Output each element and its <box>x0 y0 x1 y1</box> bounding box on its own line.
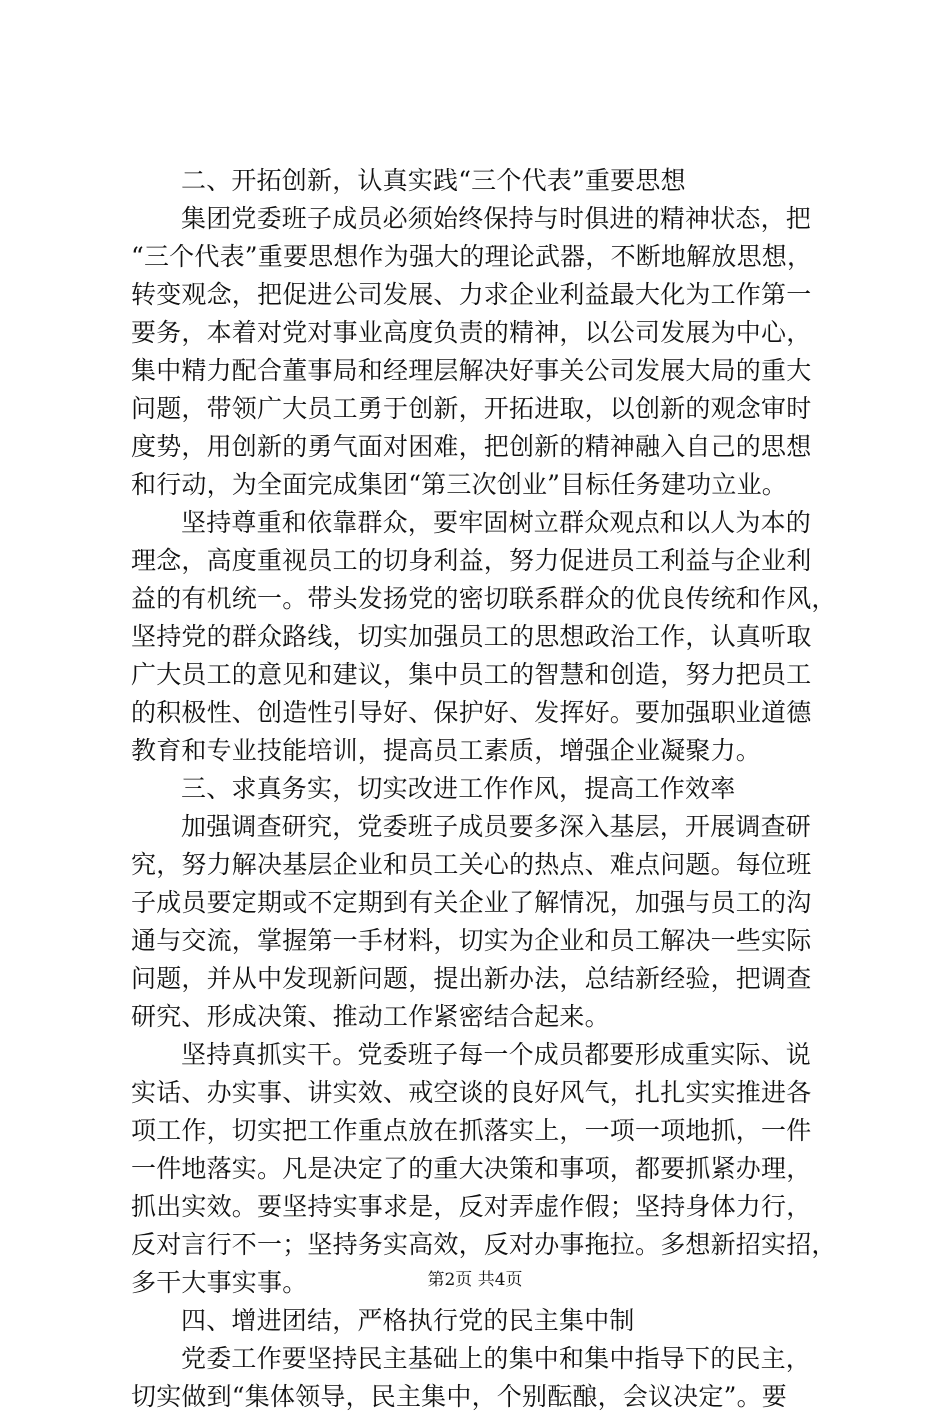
paragraph-line: 问题，并从中发现新问题，提出新办法，总结新经验，把调查 <box>131 964 812 993</box>
section-heading: 四、增进团结，严格执行党的民主集中制 <box>181 1306 635 1335</box>
section-heading: 二、开拓创新，认真实践“三个代表”重要思想 <box>181 166 686 195</box>
paragraph-line: 集中精力配合董事局和经理层解决好事关公司发展大局的重大 <box>131 356 812 385</box>
paragraph-line: 和行动，为全面完成集团“第三次创业”目标任务建功立业。 <box>131 470 787 499</box>
paragraph-line: 理念，高度重视员工的切身利益，努力促进员工利益与企业利 <box>131 546 812 575</box>
paragraph-line: 通与交流，掌握第一手材料，切实为企业和员工解决一些实际 <box>131 926 812 955</box>
paragraph-line: “三个代表”重要思想作为强大的理论武器，不断地解放思想， <box>131 242 813 271</box>
paragraph-line: 要务，本着对党对事业高度负责的精神，以公司发展为中心， <box>131 318 812 347</box>
paragraph-line: 多干大事实事。 <box>131 1268 308 1297</box>
paragraph-line: 问题，带领广大员工勇于创新，开拓进取，以创新的观念审时 <box>131 394 812 423</box>
paragraph-line: 度势，用创新的勇气面对困难，把创新的精神融入自己的思想 <box>131 432 812 461</box>
paragraph-line: 加强调查研究，党委班子成员要多深入基层，开展调查研 <box>181 812 812 841</box>
paragraph-line: 教育和专业技能培训，提高员工素质，增强企业凝聚力。 <box>131 736 762 765</box>
paragraph-line: 切实做到“集体领导，民主集中，个别酝酿，会议决定”。要 <box>131 1382 787 1411</box>
paragraph-line: 党委工作要坚持民主基础上的集中和集中指导下的民主， <box>181 1344 812 1373</box>
document-body <box>131 162 843 1416</box>
paragraph-line: 实话、办实事、讲实效、戒空谈的良好风气，扎扎实实推进各 <box>131 1078 812 1107</box>
paragraph-line: 子成员要定期或不定期到有关企业了解情况，加强与员工的沟 <box>131 888 812 917</box>
paragraph-line: 究，努力解决基层企业和员工关心的热点、难点问题。每位班 <box>131 850 812 879</box>
paragraph-line: 反对言行不一；坚持务实高效，反对办事拖拉。多想新招实招， <box>131 1230 837 1259</box>
page-number-footer: 第2页 共4页 <box>427 1270 523 1290</box>
paragraph-line: 广大员工的意见和建议，集中员工的智慧和创造，努力把员工 <box>131 660 812 689</box>
paragraph-line: 集团党委班子成员必须始终保持与时俱进的精神状态，把 <box>181 204 812 233</box>
paragraph-line: 益的有机统一。带头发扬党的密切联系群众的优良传统和作风， <box>131 584 837 613</box>
paragraph-line: 项工作，切实把工作重点放在抓落实上，一项一项地抓，一件 <box>131 1116 812 1145</box>
paragraph-line: 转变观念，把促进公司发展、力求企业利益最大化为工作第一 <box>131 280 812 309</box>
paragraph-line: 研究、形成决策、推动工作紧密结合起来。 <box>131 1002 610 1031</box>
paragraph-line: 的积极性、创造性引导好、保护好、发挥好。要加强职业道德 <box>131 698 812 727</box>
section-heading: 三、求真务实，切实改进工作作风，提高工作效率 <box>181 774 736 803</box>
paragraph-line: 一件地落实。凡是决定了的重大决策和事项，都要抓紧办理， <box>131 1154 812 1183</box>
paragraph-line: 坚持尊重和依靠群众，要牢固树立群众观点和以人为本的 <box>181 508 812 537</box>
paragraph-line: 坚持真抓实干。党委班子每一个成员都要形成重实际、说 <box>181 1040 812 1069</box>
paragraph-line: 坚持党的群众路线，切实加强员工的思想政治工作，认真听取 <box>131 622 812 651</box>
paragraph-line: 抓出实效。要坚持实事求是，反对弄虚作假；坚持身体力行， <box>131 1192 812 1221</box>
